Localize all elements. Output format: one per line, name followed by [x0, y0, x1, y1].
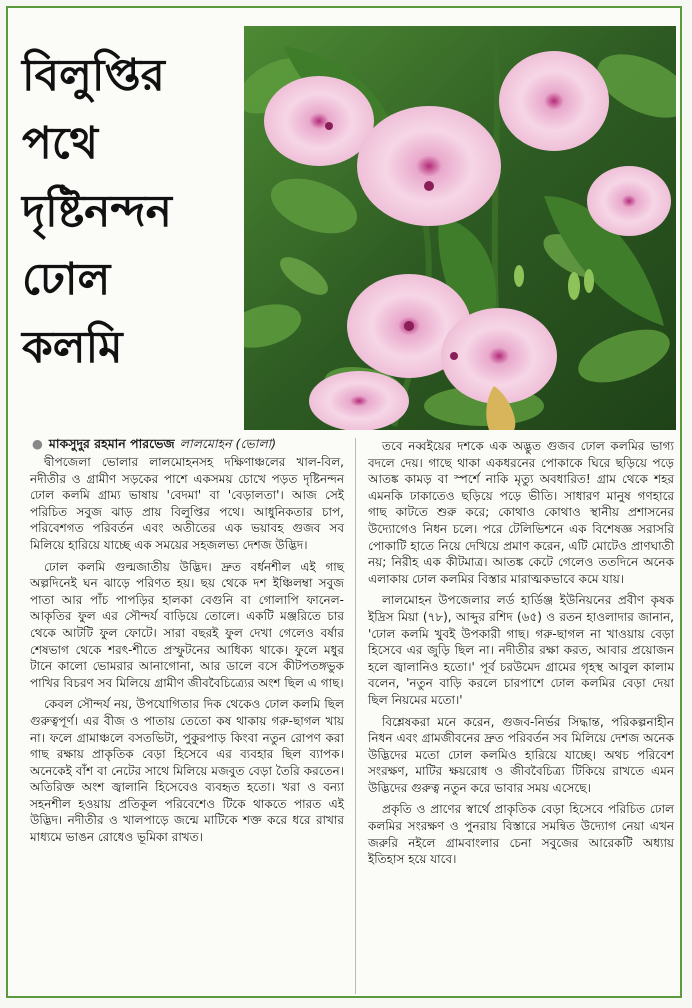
- byline-location: লালমোহন (ভোলা): [179, 436, 277, 451]
- headline-line: দৃষ্টিনন্দন: [22, 186, 172, 237]
- byline: [32, 436, 276, 452]
- headline: [22, 42, 237, 382]
- headline-line: বিলুপ্তির: [22, 50, 165, 101]
- headline-line: ঢোল: [22, 254, 111, 305]
- paragraph: কেবল সৌন্দর্য নয়, উপযোগিতার দিক থেকেও ঢোল কলমি ছিল গুরুত্বপূর্ণ। এর বীজ ও পাতায় তেতো কষ থাকায় গরু-ছাগল খায় না। ফলে গ্রামাঞ্চলে বসতভিটা, পুকুরপাড় কিংবা নতুন রোপণ করা গাছ রক্ষায় প্রাকৃতিক বেড়া হিসেবে এর ব্যবহার ছিল ব্যাপক। অনেকেই বাঁশ বা নেটের সাথে মিলিয়ে মজবুত বেড়া তৈরি করতেন। অতিরিক্ত অংশ জ্বালানি হিসেবেও ব্যবহৃত হতো। খরা ও বন্যা সহনশীল হওয়ায় প্রতিকূল পরিবেশেও টিকে থাকতে পারত এই উদ্ভিদ। নদীতীর ও খালপাড়ে জন্মে মাটিকে শক্ত করে ধরে রাখার মাধ্যমে ভাঙন রোধেও ভূমিকা রাখত।: [30, 697, 344, 845]
- article-column-right: [368, 438, 674, 873]
- column-divider: [355, 438, 356, 994]
- article-column-left: [30, 454, 344, 851]
- paragraph: দ্বীপজেলা ভোলার লালমোহনসহ দক্ষিণাঞ্চলের খাল-বিল, নদীতীর ও গ্রামীণ সড়কের পাশে একসময় চোখে পড়ত দৃষ্টিনন্দন ঢোল কলমি গ্রাম্য ভাষায় 'বেদমা' বা 'বেড়ালতা'। আজ সেই পরিচিত সবুজ ঝাড় প্রায় বিলুপ্তির পথে। আধুনিকতার চাপ, পরিবেশগত পরিবর্তন এবং অতীতের এক ভয়াবহ গুজব সব মিলিয়ে হারিয়ে যাচ্ছে এক সময়ের সহজলভ্য দেশজ উদ্ভিদ।: [30, 455, 344, 552]
- byline-author: মাকসুদুর রহমান পারভেজ: [48, 436, 175, 451]
- paragraph: তবে নব্বইয়ের দশকে এক অদ্ভুত গুজব ঢোল কলমির ভাগ্য বদলে দেয়। গাছে থাকা একধরনের পোকাকে ঘিরে ছড়িয়ে পড়ে আতঙ্ক কামড় বা স্পর্শে নাকি মৃত্যু অবধারিত! গ্রাম থেকে শহর এমনকি ঢাকাতেও ছড়িয়ে পড়ে ভীতি। সাধারণ মানুষ গণহারে গাছ কাটতে শুরু করে; কোথাও কোথাও স্থানীয় প্রশাসনের উদ্যোগেও নিধন চলে। পরে টেলিভিশনে এক বিশেষজ্ঞ সরাসরি পোকাটি হাতে নিয়ে দেখিয়ে প্রমাণ করেন, এটি মোটেও প্রাণঘাতী নয়; নিরীহ এক কীটমাত্র। আতঙ্ক কেটে গেলেও ততদিনে অনেক এলাকায় ঢোল কলমির বিস্তার মারাত্মকভাবে কমে যায়।: [368, 439, 674, 586]
- paragraph: লালমোহন উপজেলার লর্ড হার্ডিঞ্জ ইউনিয়নের প্রবীণ কৃষক ইদ্রিস মিয়া (৭৮), আব্দুর রশিদ (৬৫) ও রতন হাওলাদার জানান, 'ঢোল কলমি খুবই উপকারী গাছ। গরু-ছাগল না খাওয়ায় বেড়া হিসেবে এর জুড়ি ছিল না। নদীতীর রক্ষা করত, আবার প্রয়োজন হলে জ্বালানিও হতো।' পূর্ব চরউমেদ গ্রামের গৃহস্থ আবুল কালাম বলেন, 'নতুন বাড়ি করলে চারপাশে ঢোল কলমির বেড়া দেয়া ছিল নিয়মের মতো।': [368, 593, 674, 707]
- paragraph: বিশ্লেষকরা মনে করেন, গুজব-নির্ভর সিদ্ধান্ত, পরিকল্পনাহীন নিধন এবং গ্রামজীবনের দ্রুত পরিবর্তন সব মিলিয়ে দেশজ অনেক উদ্ভিদের মতো ঢোল কলমিও হারিয়ে যাচ্ছে। অথচ পরিবেশ সংরক্ষণ, মাটির ক্ষয়রোধ ও জীববৈচিত্র্য টিকিয়ে রাখতে এমন উদ্ভিদের গুরুত্ব নতুন করে ভাবার সময় এসেছে।: [368, 714, 674, 795]
- bullet-icon: ●: [32, 436, 43, 451]
- paragraph: প্রকৃতি ও প্রাণের স্বার্থে প্রাকৃতিক বেড়া হিসেবে পরিচিত ঢোল কলমির সংরক্ষণ ও পুনরায় বিস্তারে সমন্বিত উদ্যোগ নেয়া এখন জরুরি নইলে গ্রামবাংলার চেনা সবুজের আরেকটি অধ্যায় ইতিহাস হয়ে যাবে।: [368, 802, 674, 867]
- headline-line: কলমি: [22, 322, 123, 373]
- paragraph: ঢোল কলমি গুল্মজাতীয় উদ্ভিদ। দ্রুত বর্ধনশীল এই গাছ অল্পদিনেই ঘন ঝাড়ে পরিণত হয়। ছয় থেকে দশ ইঞ্চিলম্বা সবুজ পাতা আর পাঁচ পাপড়ির হালকা বেগুনি বা গোলাপি ফানেল-আকৃতির ফুল এর সৌন্দর্য বাড়িয়ে তোলে। একটি মঞ্জরিতে চার থেকে আটটি ফুল ফোটে। সারা বছরই ফুল দেখা গেলেও বর্ষার শেষভাগ থেকে শরৎ-শীতে প্রস্ফুটনের আধিক্য থাকে। ফুলে মধুর টানে কালো ভোমরার আনাগোনা, আর ডালে বসে কীটপতঙ্গভুক পাখির বিচরণ সব মিলিয়ে গ্রামীণ জীববৈচিত্র্যের অংশ ছিল এ গাছ।: [30, 559, 344, 690]
- flower-photo: [244, 26, 676, 430]
- headline-line: পথে: [22, 118, 99, 169]
- article-frame: [6, 6, 682, 998]
